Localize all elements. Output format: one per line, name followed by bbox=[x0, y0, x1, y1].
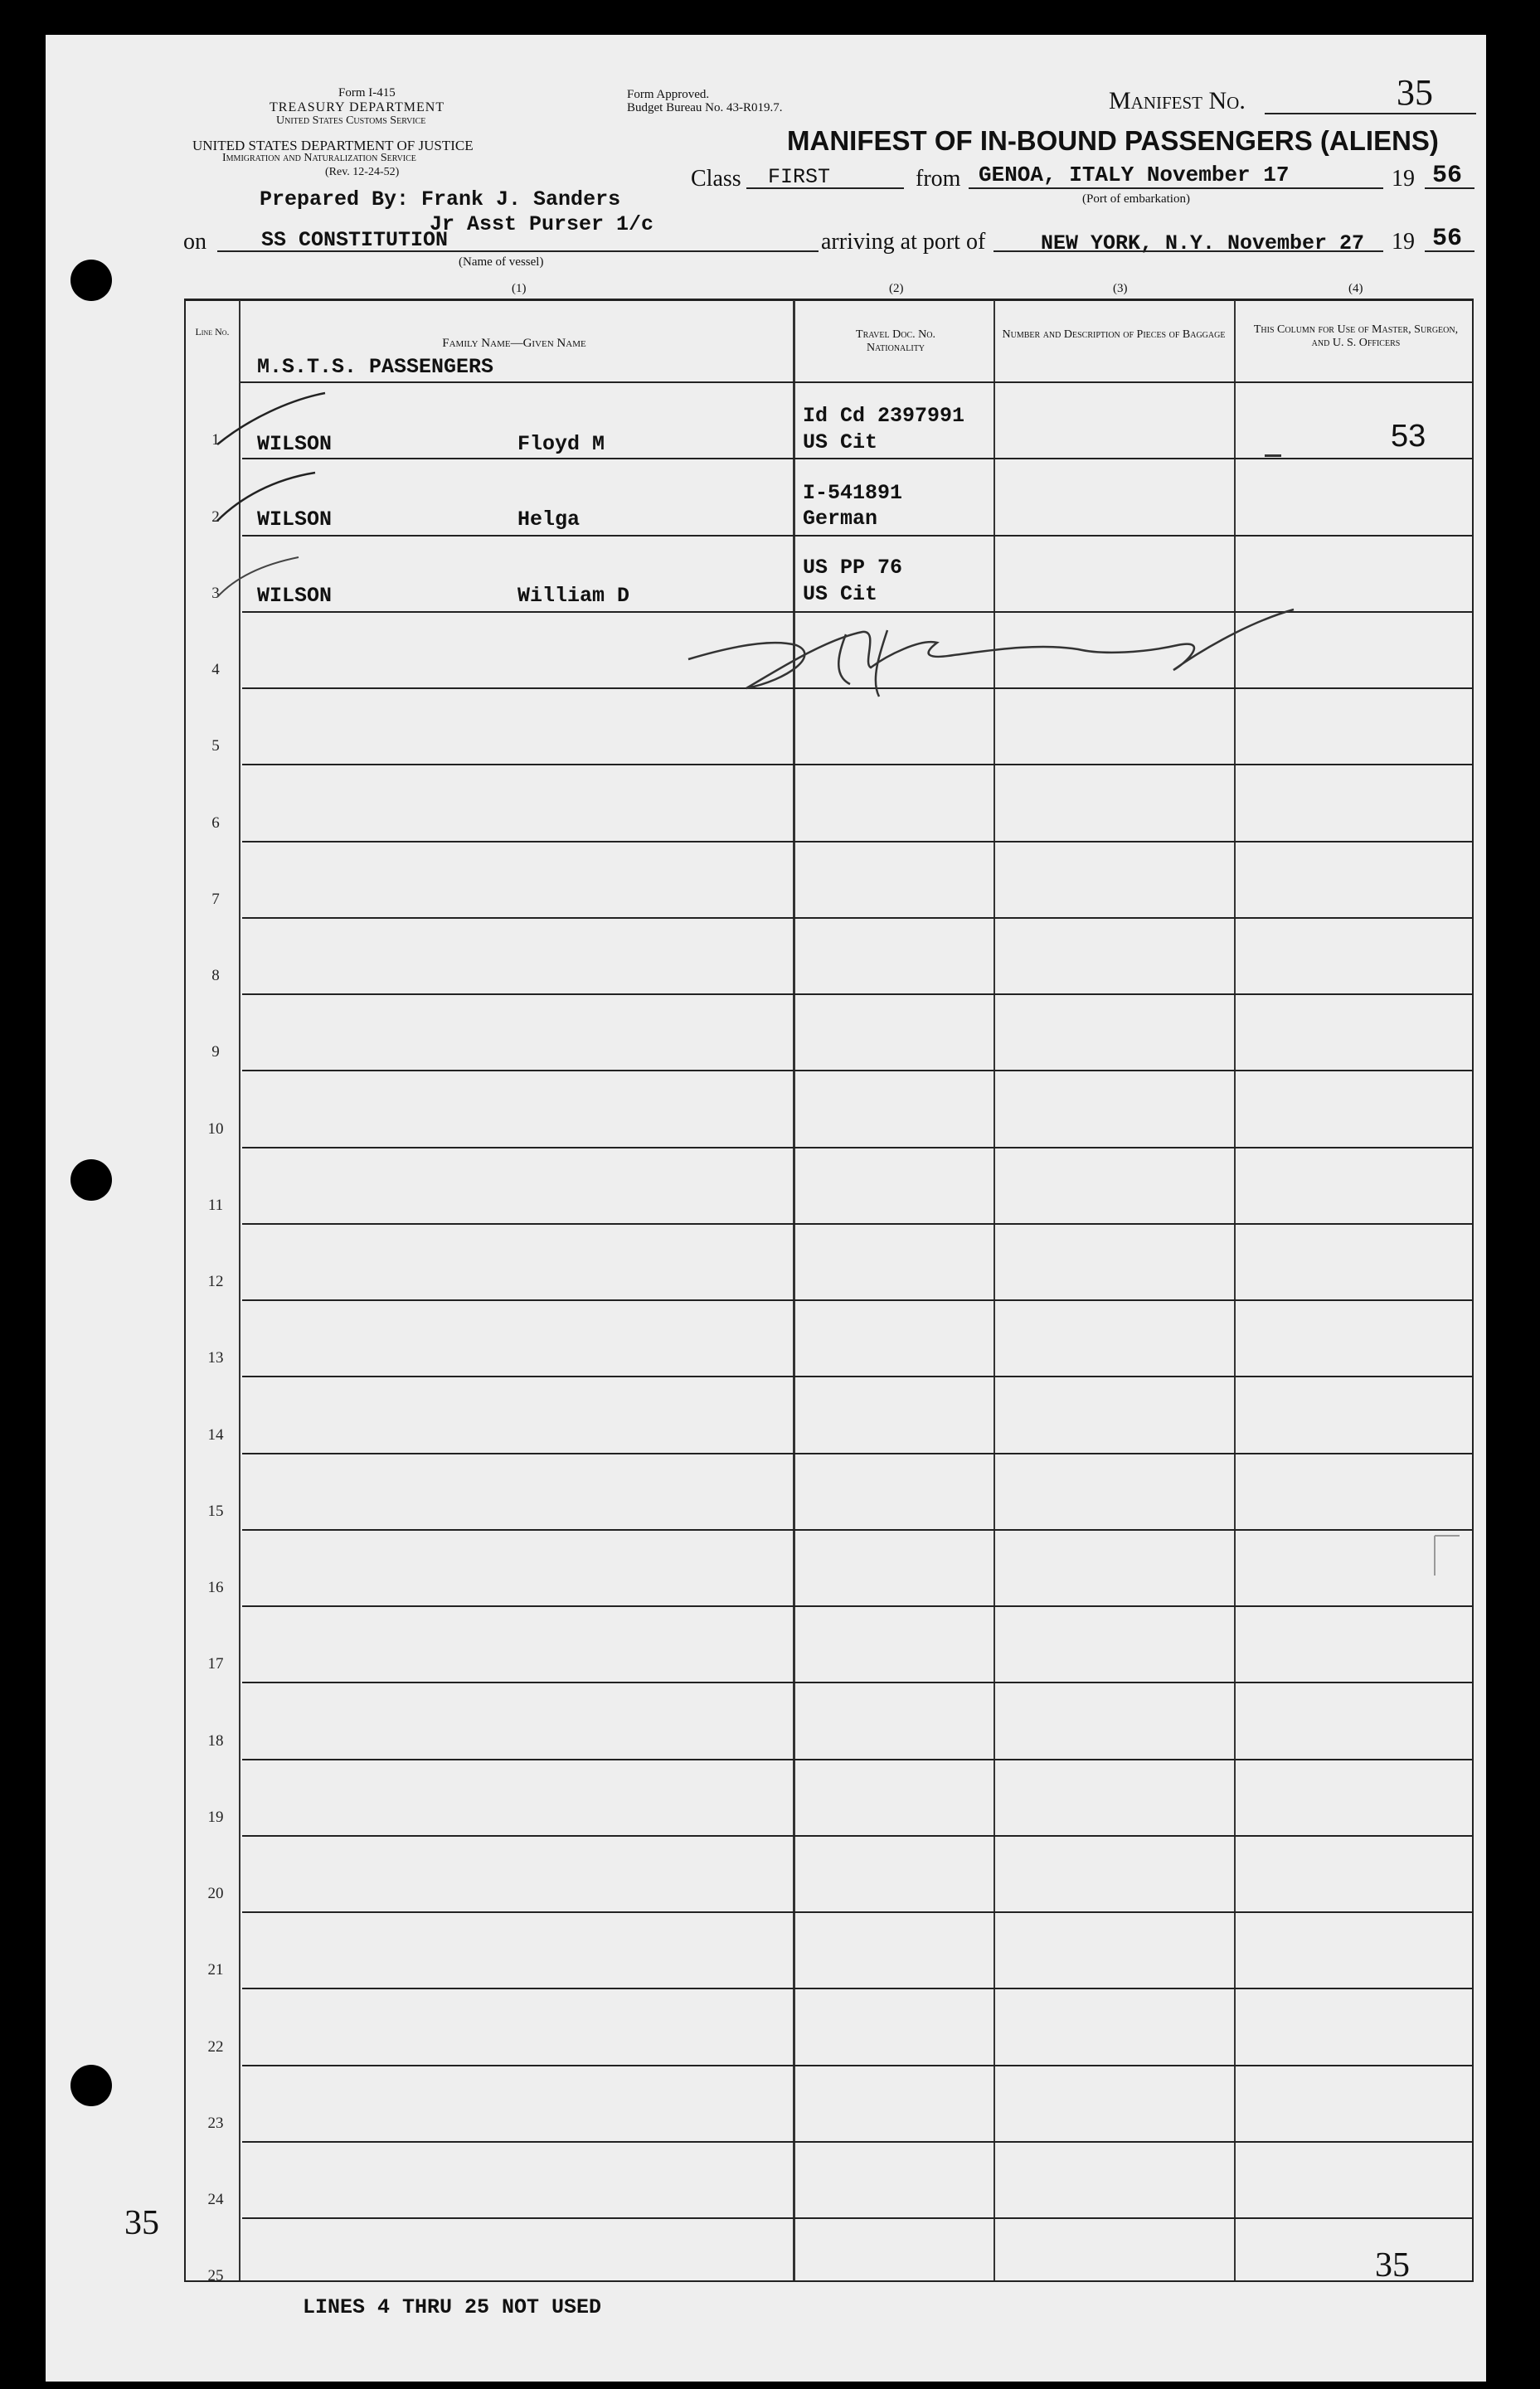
row-rule bbox=[242, 917, 1472, 919]
row-rule bbox=[242, 2141, 1472, 2143]
on-label: on bbox=[183, 229, 206, 255]
row-rule bbox=[242, 764, 1472, 765]
line-number: 1 bbox=[211, 431, 220, 449]
line-number: 23 bbox=[207, 2114, 224, 2132]
col-divider-doc bbox=[993, 300, 995, 2280]
row-rule bbox=[242, 1529, 1472, 1531]
header-rule bbox=[240, 381, 1472, 383]
row-rule bbox=[242, 1605, 1472, 1607]
revision-date: (Rev. 12-24-52) bbox=[325, 166, 400, 178]
row-rule bbox=[242, 2065, 1472, 2066]
passenger-3-given: William D bbox=[517, 584, 630, 608]
line-number: 22 bbox=[207, 2037, 224, 2056]
prepared-by: Prepared By: Frank J. Sanders bbox=[260, 187, 621, 211]
row-rule bbox=[242, 1835, 1472, 1837]
arrival-line bbox=[993, 250, 1383, 252]
line-number: 24 bbox=[207, 2191, 224, 2208]
vessel-name: SS CONSTITUTION bbox=[261, 228, 449, 252]
col-number-3: (3) bbox=[1113, 282, 1128, 295]
passenger-3-family: WILSON bbox=[257, 584, 333, 608]
binder-hole-bottom bbox=[70, 2065, 112, 2106]
row-rule bbox=[242, 1911, 1472, 1913]
line-number: 9 bbox=[211, 1043, 220, 1061]
year-2-line bbox=[1425, 250, 1474, 252]
passenger-1-officer-mark: 53 bbox=[1391, 419, 1426, 454]
officer-dash bbox=[1265, 454, 1281, 457]
justice-dept: UNITED STATES DEPARTMENT OF JUSTICE bbox=[192, 138, 474, 153]
name-header: Family Name—Given Name bbox=[442, 337, 586, 350]
row-rule bbox=[242, 687, 1472, 689]
row-rule bbox=[242, 458, 1472, 459]
officer-header: This Column for Use of Master, Surgeon, and U. S. Officers bbox=[1253, 323, 1459, 349]
row-rule bbox=[242, 1223, 1472, 1225]
col-divider-line-no bbox=[239, 300, 240, 2280]
passenger-1-doc: Id Cd 2397991 bbox=[803, 404, 965, 428]
page-number-left: 35 bbox=[124, 2204, 159, 2242]
manifest-no-line bbox=[1265, 113, 1476, 114]
line-number: 17 bbox=[207, 1655, 224, 1673]
from-value: GENOA, ITALY November 17 bbox=[979, 163, 1290, 187]
passenger-1-given: Floyd M bbox=[517, 432, 605, 456]
year-prefix-2: 19 bbox=[1392, 229, 1415, 255]
row-rule bbox=[242, 1759, 1472, 1760]
passenger-2-family: WILSON bbox=[257, 507, 333, 532]
year-1-line bbox=[1425, 187, 1474, 189]
col-number-1: (1) bbox=[512, 282, 527, 295]
line-number: 7 bbox=[211, 890, 220, 908]
line-number: 18 bbox=[207, 1731, 224, 1750]
manifest-title: MANIFEST OF IN-BOUND PASSENGERS (ALIENS) bbox=[787, 125, 1439, 156]
arrival-value: NEW YORK, N.Y. November 27 bbox=[1041, 231, 1365, 255]
passenger-2-doc: I-541891 bbox=[803, 481, 903, 505]
line-number: 11 bbox=[207, 1196, 224, 1214]
year-2: 56 bbox=[1432, 225, 1463, 253]
line-no-header: Line No. bbox=[195, 326, 230, 337]
line-number: 14 bbox=[207, 1425, 224, 1444]
unused-lines-note: LINES 4 THRU 25 NOT USED bbox=[303, 2295, 602, 2319]
row-rule bbox=[242, 2217, 1472, 2219]
passenger-3-doc: US PP 76 bbox=[803, 556, 903, 580]
row-rule bbox=[242, 1988, 1472, 1989]
arriving-label: arriving at port of bbox=[821, 229, 986, 255]
form-number: Form I-415 bbox=[338, 86, 396, 100]
passenger-1-family: WILSON bbox=[257, 432, 333, 456]
col-number-4: (4) bbox=[1348, 282, 1363, 295]
vessel-line bbox=[217, 250, 819, 252]
line-number: 13 bbox=[207, 1349, 224, 1367]
year-1: 56 bbox=[1432, 162, 1463, 190]
line-number: 25 bbox=[207, 2267, 224, 2285]
row-rule bbox=[242, 611, 1472, 613]
line-number: 20 bbox=[207, 1885, 224, 1902]
customs-service: United States Customs Service bbox=[276, 114, 426, 127]
line-number: 19 bbox=[207, 1808, 224, 1826]
class-value: FIRST bbox=[768, 165, 831, 189]
ins-service: Immigration and Naturalization Service bbox=[222, 152, 416, 164]
binder-hole-middle bbox=[70, 1159, 112, 1201]
baggage-header: Number and Description of Pieces of Baggage bbox=[1002, 328, 1226, 341]
row-rule bbox=[242, 1147, 1472, 1148]
vessel-caption: (Name of vessel) bbox=[459, 255, 544, 269]
year-prefix-1: 19 bbox=[1392, 166, 1415, 192]
row-rule bbox=[242, 841, 1472, 842]
line-number: 2 bbox=[211, 507, 220, 526]
line-number: 6 bbox=[211, 813, 220, 832]
passenger-1-nationality: US Cit bbox=[803, 430, 878, 454]
line-number: 21 bbox=[207, 1961, 224, 1979]
class-line bbox=[746, 187, 904, 189]
line-number: 4 bbox=[211, 661, 220, 678]
line-number: 15 bbox=[207, 1502, 224, 1520]
passenger-2-given: Helga bbox=[517, 507, 581, 532]
from-label: from bbox=[916, 166, 961, 192]
row-rule bbox=[242, 535, 1472, 537]
col-divider-baggage bbox=[1234, 300, 1236, 2280]
passenger-3-nationality: US Cit bbox=[803, 582, 878, 606]
line-number: 12 bbox=[207, 1273, 224, 1290]
manifest-no-label: Manifest No. bbox=[1109, 87, 1246, 114]
class-label: Class bbox=[691, 166, 741, 192]
col-number-2: (2) bbox=[889, 282, 904, 295]
line-number: 10 bbox=[207, 1119, 224, 1138]
from-line bbox=[969, 187, 1383, 189]
passenger-2-nationality: German bbox=[803, 507, 878, 531]
page-number-right: 35 bbox=[1375, 2246, 1410, 2285]
row-rule bbox=[242, 993, 1472, 995]
form-approved: Form Approved. bbox=[627, 88, 710, 101]
line-number: 3 bbox=[211, 584, 220, 602]
group-title: M.S.T.S. PASSENGERS bbox=[257, 355, 494, 379]
treasury-dept: TREASURY DEPARTMENT bbox=[270, 100, 445, 114]
line-number: 8 bbox=[211, 967, 220, 984]
row-rule bbox=[242, 1453, 1472, 1454]
row-rule bbox=[242, 1299, 1472, 1301]
manifest-no-value: 35 bbox=[1397, 72, 1433, 113]
line-number: 16 bbox=[207, 1579, 224, 1596]
binder-hole-top bbox=[70, 260, 112, 301]
row-rule bbox=[242, 1376, 1472, 1377]
port-embark-caption: (Port of embarkation) bbox=[1082, 192, 1190, 206]
line-number: 5 bbox=[211, 737, 220, 755]
budget-bureau: Budget Bureau No. 43-R019.7. bbox=[627, 101, 783, 114]
col-divider-name bbox=[793, 300, 795, 2280]
row-rule bbox=[242, 1070, 1472, 1071]
prepared-title: Jr Asst Purser 1/c bbox=[430, 212, 654, 236]
doc-header: Travel Doc. No. Nationality bbox=[856, 328, 935, 354]
row-rule bbox=[242, 1682, 1472, 1683]
